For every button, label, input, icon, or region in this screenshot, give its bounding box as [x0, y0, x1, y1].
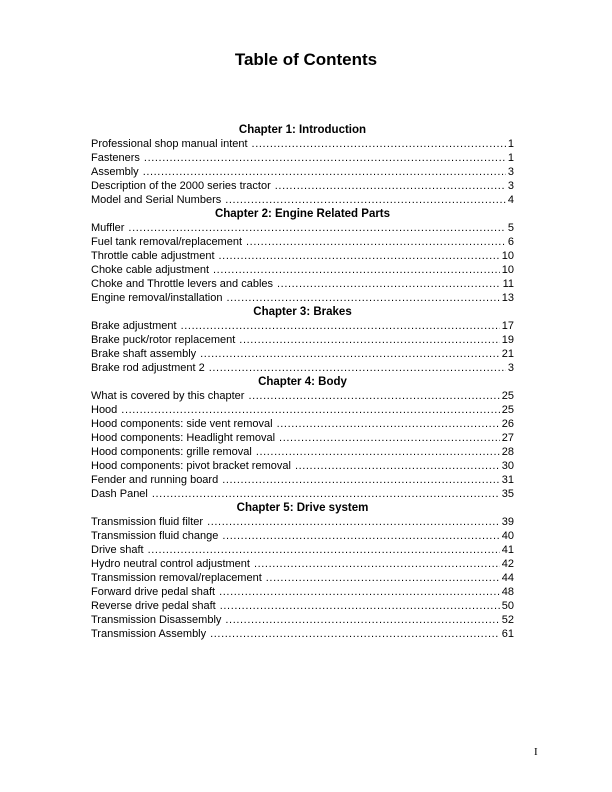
page-title: Table of Contents — [234, 50, 378, 69]
toc-entry-title: Hood components: grille removal — [91, 446, 252, 458]
toc-entry-page: 6 — [507, 236, 514, 248]
dot-leader — [277, 417, 500, 431]
toc-entry-page: 41 — [501, 544, 514, 556]
toc-entry-page: 1 — [507, 138, 514, 150]
toc-entry[interactable] — [91, 585, 514, 599]
toc-entry-page: 11 — [502, 278, 514, 290]
toc-entry-page: 31 — [501, 474, 514, 486]
toc-entry[interactable] — [91, 515, 514, 529]
toc-entry-page: 44 — [501, 572, 514, 584]
toc-entry[interactable] — [91, 529, 514, 543]
dot-leader — [279, 431, 500, 445]
toc-entry[interactable] — [91, 361, 514, 375]
dot-leader — [209, 361, 506, 375]
dot-leader — [266, 571, 500, 585]
toc-entry-title: Muffler — [91, 222, 125, 234]
dot-leader — [144, 151, 506, 165]
toc-entry-page: 17 — [501, 320, 514, 332]
toc-entry-title: Choke cable adjustment — [91, 264, 210, 276]
toc-entry-page: 1 — [507, 152, 514, 164]
toc-entry-page: 50 — [501, 600, 514, 612]
toc-entry-title: Brake adjustment — [91, 320, 177, 332]
toc-entry-page: 40 — [501, 530, 514, 542]
toc-entry-title: Brake puck/rotor replacement — [91, 334, 236, 346]
toc-entry-title: Brake rod adjustment 2 — [91, 362, 205, 374]
toc-entry[interactable] — [91, 347, 514, 361]
toc-entry-page: 3 — [507, 180, 514, 192]
toc-entry-title: What is covered by this chapter — [91, 390, 245, 402]
dot-leader — [252, 137, 506, 151]
toc-entry-page: 35 — [501, 488, 514, 500]
table-of-contents — [91, 123, 514, 641]
toc-entry-title: Transmission removal/replacement — [91, 572, 262, 584]
toc-entry-page: 3 — [507, 362, 514, 374]
toc-entry[interactable] — [91, 179, 514, 193]
toc-entry-title: Professional shop manual intent — [91, 138, 248, 150]
toc-entry-page: 3 — [507, 166, 514, 178]
dot-leader — [222, 473, 500, 487]
toc-entry[interactable] — [91, 277, 514, 291]
toc-entry-title: Fuel tank removal/replacement — [91, 236, 243, 248]
toc-entry-page: 10 — [501, 250, 514, 262]
dot-leader — [207, 515, 500, 529]
chapter-heading: Chapter 3: Brakes — [253, 306, 352, 318]
toc-entry-title: Dash Panel — [91, 488, 148, 500]
toc-entry-page: 25 — [501, 404, 514, 416]
toc-entry-page: 27 — [501, 432, 514, 444]
toc-entry-title: Model and Serial Numbers — [91, 194, 222, 206]
toc-entry-title: Choke and Throttle levers and cables — [91, 278, 274, 290]
toc-entry-page: 28 — [501, 446, 514, 458]
toc-entry-title: Fender and running board — [91, 474, 219, 486]
chapter-heading: Chapter 2: Engine Related Parts — [214, 208, 391, 220]
dot-leader — [256, 445, 500, 459]
toc-entry[interactable] — [91, 319, 514, 333]
toc-entry[interactable] — [91, 333, 514, 347]
toc-entry-page: 13 — [501, 292, 514, 304]
toc-entry-title: Reverse drive pedal shaft — [91, 600, 216, 612]
toc-entry-title: Assembly — [91, 166, 139, 178]
page-number: I — [534, 746, 538, 758]
toc-entry[interactable] — [91, 487, 514, 501]
dot-leader — [275, 179, 506, 193]
dot-leader — [246, 235, 506, 249]
dot-leader — [213, 263, 500, 277]
dot-leader — [225, 613, 499, 627]
toc-entry[interactable] — [91, 543, 514, 557]
toc-entry[interactable] — [91, 137, 514, 151]
toc-entry-page: 19 — [501, 334, 514, 346]
toc-entry-page: 10 — [501, 264, 514, 276]
toc-entry-page: 4 — [507, 194, 514, 206]
dot-leader — [148, 543, 500, 557]
toc-entry[interactable] — [91, 389, 514, 403]
toc-entry[interactable] — [91, 417, 514, 431]
toc-entry-title: Brake shaft assembly — [91, 348, 197, 360]
toc-entry[interactable] — [91, 403, 514, 417]
toc-entry-page: 21 — [501, 348, 514, 360]
toc-entry-page: 39 — [501, 516, 514, 528]
toc-entry[interactable] — [91, 445, 514, 459]
toc-entry-title: Throttle cable adjustment — [91, 250, 215, 262]
toc-entry-page: 5 — [507, 222, 514, 234]
dot-leader — [219, 249, 500, 263]
dot-leader — [254, 557, 500, 571]
toc-entry[interactable] — [91, 613, 514, 627]
toc-entry-page: 52 — [501, 614, 514, 626]
dot-leader — [152, 487, 500, 501]
toc-entry[interactable] — [91, 571, 514, 585]
toc-entry[interactable] — [91, 291, 514, 305]
toc-entry-title: Engine removal/installation — [91, 292, 223, 304]
toc-entry-title: Fasteners — [91, 152, 140, 164]
toc-entry-title: Forward drive pedal shaft — [91, 586, 216, 598]
toc-entry[interactable] — [91, 221, 514, 235]
toc-entry-page: 61 — [501, 628, 514, 640]
dot-leader — [277, 277, 501, 291]
dot-leader — [220, 599, 500, 613]
toc-entry[interactable] — [91, 459, 514, 473]
dot-leader — [143, 165, 506, 179]
dot-leader — [181, 319, 500, 333]
toc-entry-page: 42 — [501, 558, 514, 570]
dot-leader — [226, 291, 499, 305]
toc-entry-title: Hood components: pivot bracket removal — [91, 460, 291, 472]
toc-entry-page: 25 — [501, 390, 514, 402]
dot-leader — [239, 333, 499, 347]
toc-entry-title: Drive shaft — [91, 544, 144, 556]
toc-entry-title: Hydro neutral control adjustment — [91, 558, 250, 570]
dot-leader — [121, 403, 499, 417]
dot-leader — [219, 585, 500, 599]
toc-entry[interactable] — [91, 193, 514, 207]
toc-entry[interactable] — [91, 249, 514, 263]
toc-entry-page: 26 — [501, 418, 514, 430]
toc-entry-title: Hood components: Headlight removal — [91, 432, 276, 444]
toc-entry[interactable] — [91, 263, 514, 277]
dot-leader — [128, 221, 505, 235]
toc-entry-page: 48 — [501, 586, 514, 598]
toc-entry-title: Transmission fluid change — [91, 530, 219, 542]
dot-leader — [222, 529, 499, 543]
toc-entry-title: Description of the 2000 series tractor — [91, 180, 271, 192]
toc-entry[interactable] — [91, 431, 514, 445]
toc-entry[interactable] — [91, 599, 514, 613]
dot-leader — [248, 389, 499, 403]
dot-leader — [200, 347, 500, 361]
toc-entry[interactable] — [91, 235, 514, 249]
toc-entry-title: Transmission Disassembly — [91, 614, 222, 626]
chapter-heading: Chapter 4: Body — [258, 376, 347, 388]
toc-entry-page: 30 — [501, 460, 514, 472]
toc-entry[interactable] — [91, 165, 514, 179]
toc-entry-title: Hood — [91, 404, 118, 416]
toc-entry[interactable] — [91, 473, 514, 487]
toc-entry[interactable] — [91, 627, 514, 641]
toc-entry-title: Hood components: side vent removal — [91, 418, 273, 430]
dot-leader — [210, 627, 500, 641]
chapter-heading: Chapter 1: Introduction — [238, 124, 367, 136]
toc-entry[interactable] — [91, 557, 514, 571]
toc-entry-title: Transmission Assembly — [91, 628, 207, 640]
dot-leader — [225, 193, 506, 207]
dot-leader — [295, 459, 500, 473]
chapter-heading: Chapter 5: Drive system — [236, 502, 369, 514]
toc-entry[interactable] — [91, 151, 514, 165]
toc-entry-title: Transmission fluid filter — [91, 516, 204, 528]
